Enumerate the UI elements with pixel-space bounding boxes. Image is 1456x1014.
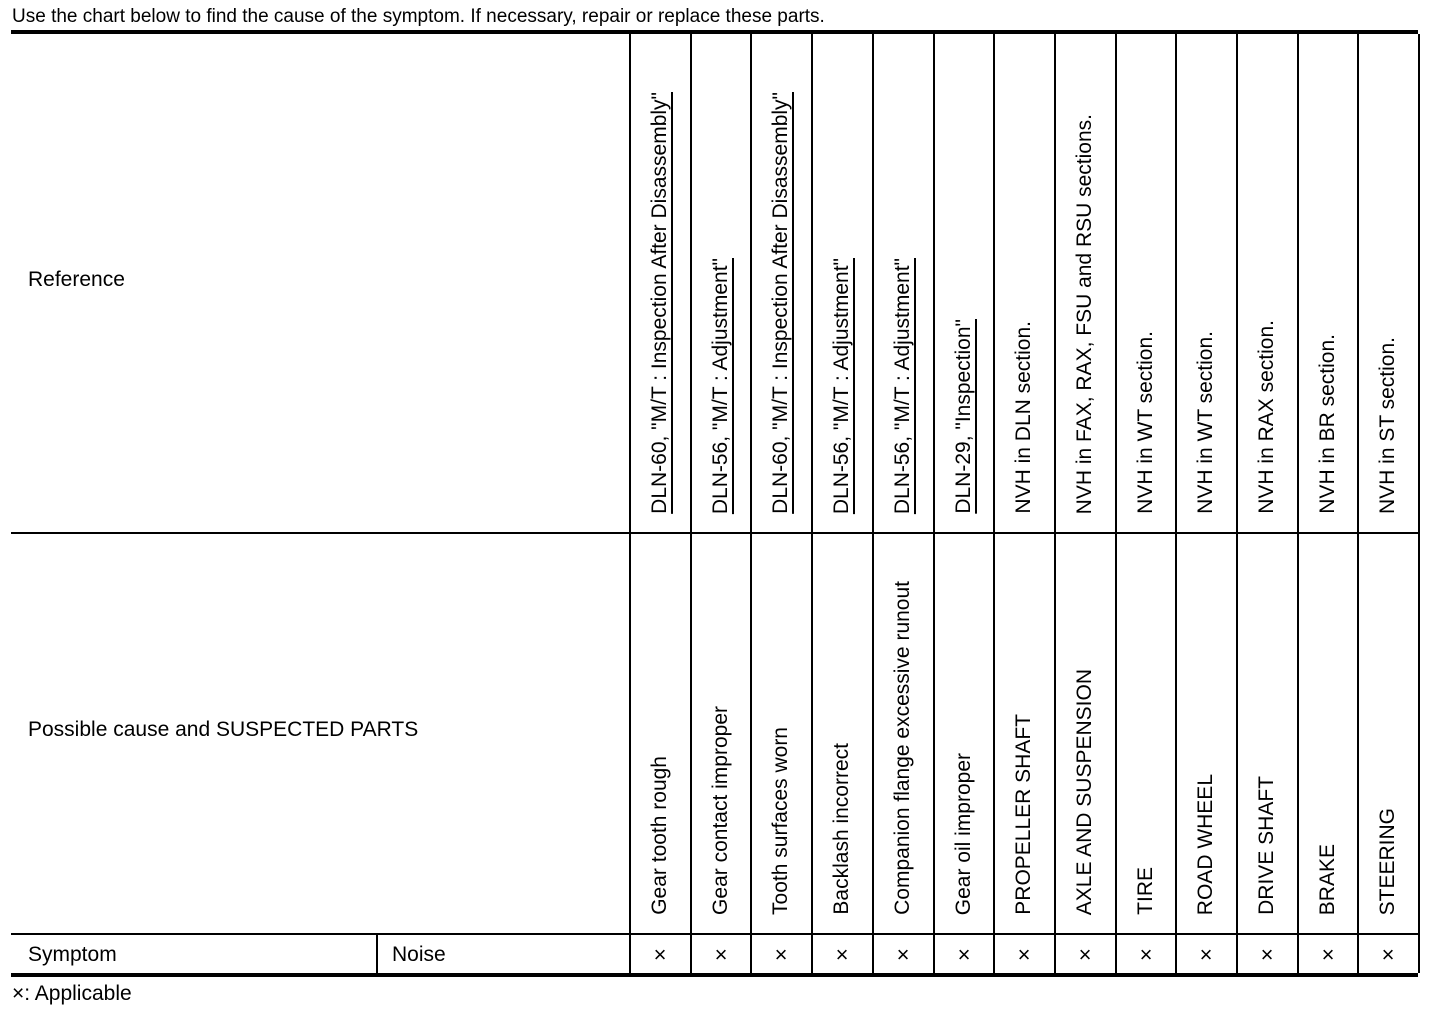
reference-link[interactable]: DLN-56, "M/T : Adjustment" (830, 257, 853, 514)
applicable-mark: × (957, 942, 971, 967)
reference-cell (1237, 34, 1297, 528)
cause-text: DRIVE SHAFT (1255, 776, 1278, 915)
reference-cell (1358, 34, 1418, 528)
applicable-mark: × (653, 942, 667, 967)
cause-cell (812, 534, 872, 929)
cause-text: Gear tooth rough (648, 756, 671, 915)
applicable-mark: × (1199, 942, 1213, 967)
applicable-mark: × (1260, 942, 1274, 967)
reference-cell (630, 34, 690, 528)
reference-cell (1298, 34, 1358, 528)
cause-cell (873, 534, 933, 929)
reference-cell (934, 34, 994, 528)
reference-link[interactable]: DLN-29, "Inspection" (952, 319, 975, 514)
cause-text: AXLE AND SUSPENSION (1073, 668, 1096, 915)
cause-cell (1358, 534, 1418, 929)
cause-cell (934, 534, 994, 929)
reference-cell (873, 34, 933, 528)
reference-text: NVH in RAX section. (1255, 320, 1278, 514)
applicable-mark: × (714, 942, 728, 967)
cause-cell (751, 534, 811, 929)
reference-cell (1176, 34, 1236, 528)
applicable-mark: × (1078, 942, 1092, 967)
reference-text: NVH in FAX, RAX, FSU and RSU sections. (1073, 113, 1096, 514)
applicable-mark: × (896, 942, 910, 967)
cause-cell (691, 534, 751, 929)
cause-cell (1176, 534, 1236, 929)
reference-link[interactable]: DLN-56, "M/T : Adjustment" (891, 257, 914, 514)
reference-cell (751, 34, 811, 528)
reference-text: NVH in BR section. (1316, 334, 1339, 514)
symptom-value: Noise (392, 943, 446, 966)
cause-text: Tooth surfaces worn (769, 727, 792, 915)
cause-text: TIRE (1134, 867, 1157, 915)
cause-cell (994, 534, 1054, 929)
reference-link[interactable]: DLN-60, "M/T : Inspection After Disassembly" (769, 92, 792, 514)
reference-text: NVH in DLN section. (1012, 321, 1035, 514)
cause-cell (1055, 534, 1115, 929)
cause-text: BRAKE (1316, 843, 1339, 915)
reference-text: NVH in WT section. (1134, 331, 1157, 514)
intro-text: Use the chart below to find the cause of the symptom. If necessary, repair or replace these parts. (12, 6, 825, 27)
reference-link[interactable]: DLN-56, "M/T : Adjustment" (709, 257, 732, 514)
symptom-table (11, 30, 1418, 977)
reference-text: NVH in WT section. (1194, 331, 1217, 514)
cause-text: Backlash incorrect (830, 743, 853, 915)
cause-text: Gear contact improper (709, 706, 732, 915)
applicable-mark: × (1139, 942, 1153, 967)
cause-text: Gear oil improper (952, 752, 975, 915)
symptom-divider (376, 935, 378, 973)
symptom-label: Symptom (28, 943, 117, 966)
legend-text: ×: Applicable (12, 982, 132, 1005)
reference-text: NVH in ST section. (1376, 336, 1399, 514)
cause-cell (1116, 534, 1176, 929)
reference-cell (994, 34, 1054, 528)
applicable-mark: × (1321, 942, 1335, 967)
applicable-mark: × (1017, 942, 1031, 967)
cause-text: Companion flange excessive runout (891, 581, 914, 915)
applicable-mark: × (774, 942, 788, 967)
applicable-mark: × (835, 942, 849, 967)
reference-cell (812, 34, 872, 528)
cause-text: PROPELLER SHAFT (1012, 714, 1035, 915)
column-divider (1418, 34, 1420, 973)
reference-row-label: Reference (28, 268, 125, 291)
cause-row-label: Possible cause and SUSPECTED PARTS (28, 718, 419, 741)
reference-link[interactable]: DLN-60, "M/T : Inspection After Disassembly" (648, 92, 671, 514)
reference-cell (1055, 34, 1115, 528)
cause-text: ROAD WHEEL (1194, 773, 1217, 915)
cause-cell (630, 534, 690, 929)
reference-cell (691, 34, 751, 528)
applicable-mark: × (1381, 942, 1395, 967)
cause-cell (1298, 534, 1358, 929)
cause-cell (1237, 534, 1297, 929)
cause-text: STEERING (1376, 807, 1399, 915)
reference-cell (1116, 34, 1176, 528)
